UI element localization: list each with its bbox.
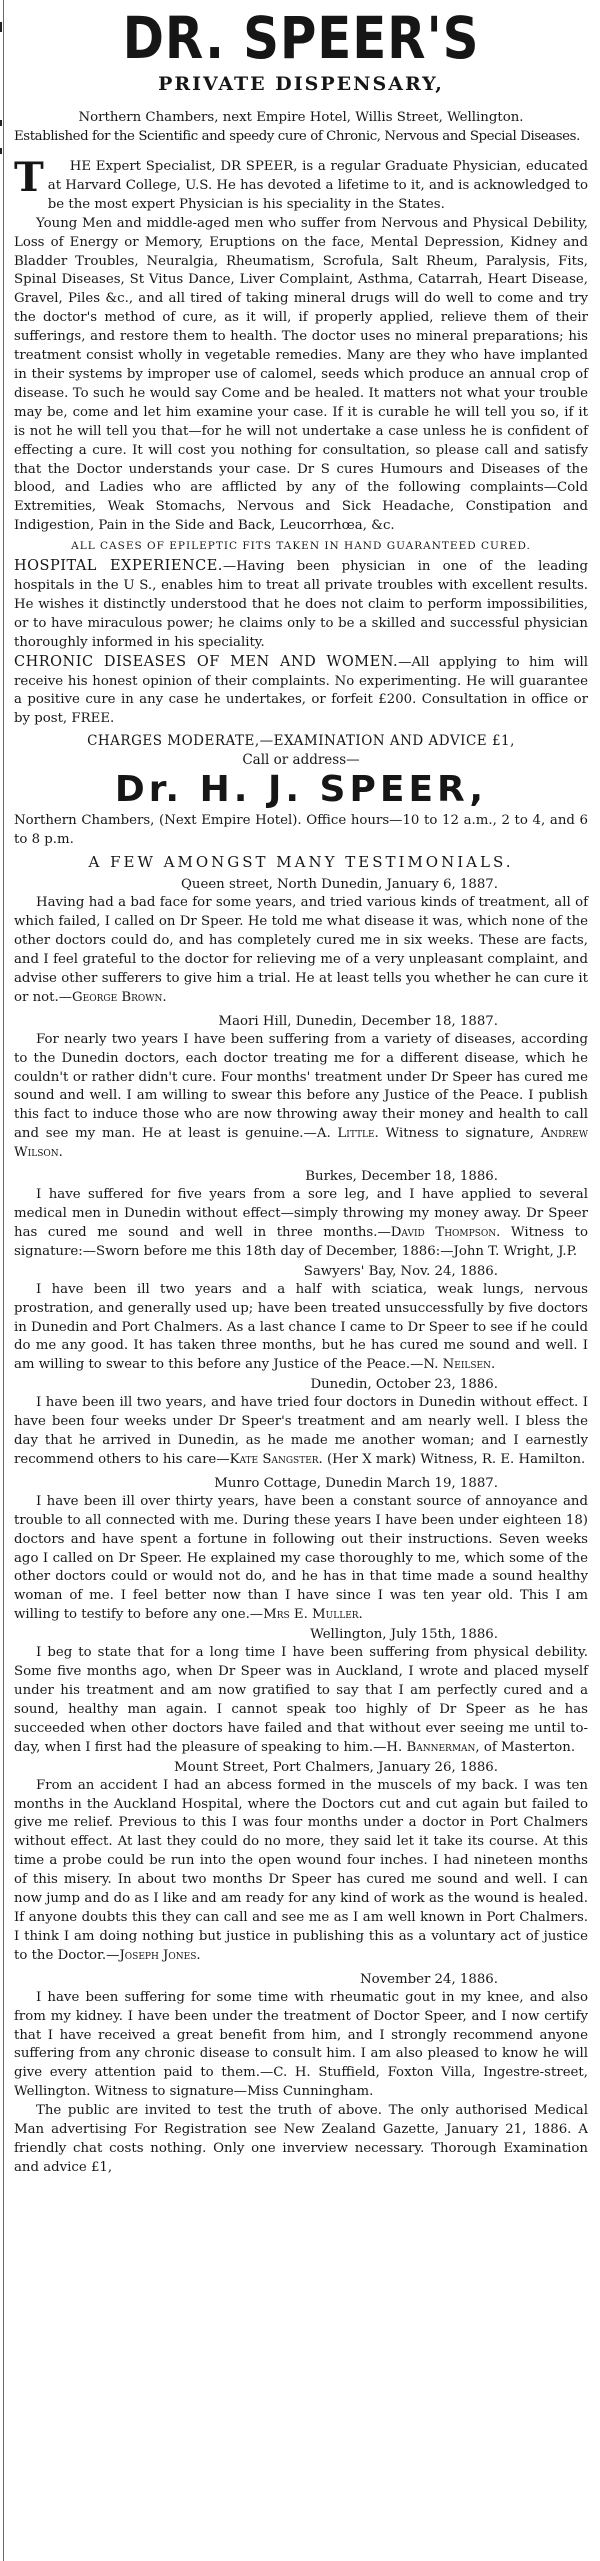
address-line: Northern Chambers, next Empire Hotel, Willis Street, Wellington. (78, 110, 524, 125)
chronic-text: —All applying to him will receive his honest opinion of their complaints. No experimenting. He will guarantee a positive cure in any case he undertakes, or forfeit £200. Consultation in office or by post, FREE. (14, 654, 588, 727)
testimonial-dateline: Maori Hill, Dunedin, December 18, 1887. (218, 1013, 498, 1029)
testimonial-body: I have been ill two years, and have tried four doctors in Dunedin without effect. I have been four weeks under Dr Speer's treatment and am nearly well. I bless the day that he arrived in Dunedin, as he made me another woman; and I earnestly recommend others to his care— (14, 1395, 588, 1467)
testimonial-body: For nearly two years I have been suffering from a variety of diseases, according to the Dunedin doctors, each doctor treating me for a different disease, which he couldn't or rather didn't cure. Four months' treatment under Dr Speer has cured me sound and well. I am willing to swear this before any Justice of the Peace. I publish this fact to induce those who are now throwing away their money and health to call and see my man. He at least is genuine.— (14, 1031, 588, 1142)
testimonial-dateline: Dunedin, October 23, 1886. (310, 1377, 498, 1393)
footer-paragraph: The public are invited to test the truth of above. The only authorised Medical Man advertising For Registration see New Zealand Gazette, January 21, 1886. A friendly chat costs nothing. Only one inverview necessary. Thorough Examination and advice £1, (14, 2103, 588, 2175)
doctor-name: Dr. H. J. SPEER, (114, 769, 488, 811)
chronic-paragraph (14, 653, 588, 730)
charges-line: CHARGES MODERATE,—EXAMINATION AND ADVICE £1, (87, 733, 515, 750)
testimonial (14, 1970, 588, 2102)
testimonial-text (14, 1644, 588, 1757)
testimonial-witness: of Masterton. (479, 1739, 576, 1755)
margin-mark (0, 120, 2, 126)
advert-subtitle: PRIVATE DISPENSARY, (158, 73, 444, 95)
testimonial-body: I beg to state that for a long time I have been suffering from physical debility. Some five months ago, when Dr Speer was in Auckland, I wrote and placed myself under his treatment and am now gratified to say that I am perfectly cured and a sound, healthy man again. I cannot speak too highly of Dr Speer as he has succeeded when other doctors have failed and that without ever seeing me until to-day, when I first had the pleasure of speaking to him.— (14, 1645, 588, 1755)
testimonial-witness: Witness to signature, (378, 1126, 541, 1142)
drop-cap: T (14, 154, 44, 201)
office-hours: Northern Chambers, (Next Empire Hotel). Office hours—10 to 12 a.m., 2 to 4, and 6 to 8 p.m. (14, 813, 588, 848)
testimonial-body: I have been ill two years and a half with sciatica, weak lungs, nervous prostration, and generally used up; have been treated unsuccessfully by five doctors in Dunedin and Port Chalmers. As a last chance I came to Dr Speer to see if he could do me any good. It has taken three months, but he has cured me sound and well. I am willing to swear to this before any Justice of the Peace.— (14, 1281, 588, 1373)
testimonial-signature: A. Little. (316, 1126, 379, 1142)
testimonial-dateline: Burkes, December 18, 1886. (305, 1169, 498, 1185)
testimonial-body: I have been suffering for some time with rheumatic gout in my knee, and also from my kidney. I have been under the treatment of Doctor Speer, and I now certify that I have received a great benefit from him, and I strongly recommend anyone suffering from any chronic disease to consult him. I am also pleased to know he will give every attention paid to them.—C. H. Stuffield, Foxton Villa, Ingestre-street, Wellington. Witness to signature—Miss Cunningham. (14, 1989, 588, 2100)
testimonial-body: I have suffered for five years from a sore leg, and I have applied to several medical men in Dunedin without effect—simply throwing my money away. Dr Speer has cured me sound and well in three months.— (14, 1187, 588, 1240)
testimonial-dateline: Wellington, July 15th, 1886. (310, 1627, 498, 1643)
margin-mark (0, 148, 2, 154)
intro-text: HE Expert Specialist, DR SPEER, is a regular Graduate Physician, educated at Harvard College, U.S. He has devoted a lifetime to it, and is acknowledged to be the most expert Physician is his speciality in the States. (47, 159, 588, 212)
testimonial-witness: Witness to signature:—Sworn before me this 18th day of December, 1886:—John T. Wright, J.P. (14, 1224, 588, 1259)
testimonial (14, 1167, 588, 1262)
testimonial-signature: David Thompson. (390, 1224, 501, 1240)
young-men-paragraph: Young Men and middle-aged men who suffer from Nervous and Physical Debility, Loss of Energy or Memory, Eruptions on the face, Mental Depression, Kidney and Bladder Troubles, Neuralgia, Rheumatism, Scrofula, Salt Rheum, Paralysis, Fits, Spinal Diseases, St Vitus Dance, Liver Complaint, Asthma, Catarrah, Heart Disease, Gravel, Piles &c., and all tired of taking mineral drugs will do well to come and try the doctor's method of cure, as it will, if properly applied, relieve them of their sufferings, and restore them to health. The doctor uses no mineral preparations; his treatment consist wholly in vegetable remedies. Many are they who have implanted in their systems by improper use of calomel, seeds which produce an annual crop of disease. To such he would say Come and be healed. It matters not what your trouble may be, come and let him examine your case. If it is curable he will tell you so, if it is not he will tell you that—for he will not undertake a case unless he is confident of effecting a cure. It will cost you nothing for consultation, so please call and satisfy that the Doctor understands your case. Dr S cures Humours and Diseases of the blood, and Ladies who are afflicted by any of the following complaints—Cold Extremities, Weak Stomachs, Nervous and Sick Headache, Constipation and Indigestion, Pain in the Side and Back, Leucorrhœa, &c. (14, 215, 588, 534)
testimonial-signature: N. Neilsen. (423, 1357, 496, 1373)
testimonial-dateline: November 24, 1886. (359, 1971, 498, 1987)
testimonial-dateline: Sawyers' Bay, Nov. 24, 1886. (303, 1263, 498, 1279)
testimonial-text (14, 894, 588, 1007)
intro-paragraph (14, 154, 588, 215)
testimonial-dateline: Mount Street, Port Chalmers, January 26, 1886. (174, 1759, 498, 1775)
testimonial (14, 1474, 588, 1625)
testimonial (14, 1758, 588, 1966)
testimonial-text (14, 1394, 588, 1470)
testimonial-text (14, 1186, 588, 1262)
call-line: Call or address— (242, 752, 360, 769)
testimonial-body: From an accident I had an abcess formed in the muscels of my back. I was ten months in the Auckland Hospital, where the Doctors cut and cut again but failed to give me relief. Previous to this I was four months under a doctor in Port Chalmers without effect. At last they could do no more, they said let it take its course. At this time a probe could be run into the open wound four inches. I had nineteen months of this misery. In about two months Dr Speer has cured me sound and well. I can now jump and do as I like and am ready for any kind of work as the wound is healed. If anyone doubts this they can call and see me as I am well known in Port Chalmers. I think I am doing nothing but justice in publishing this as a voluntary act of justice to the Doctor.— (14, 1777, 588, 1963)
witness-signature: Andrew Wilson. (14, 1126, 588, 1161)
testimonial (14, 1262, 588, 1376)
testimonial-text (14, 1989, 588, 2102)
testimonial-text (14, 1281, 588, 1376)
hospital-text: —Having been physician in one of the leading hospitals in the U S., enables him to treat all private troubles with excellent results. He wishes it distinctly understood that he does not claim to perform impossibilities, or to have miraculous power; he claims only to be a skilled and successful physician thoroughly informed in his speciality. (14, 559, 588, 650)
testimonial-signature: Joseph Jones. (119, 1947, 201, 1963)
testimonial (14, 875, 588, 1007)
testimonial (14, 1375, 588, 1470)
testimonial-text (14, 1031, 588, 1163)
testimonial-body: Having had a bad face for some years, and tried various kinds of treatment, all of which failed, I called on Dr Speer. He told me what disease it was, which none of the other doctors could do, and has completely cured me in six weeks. These are facts, and I feel grateful to the doctor for relieving me of a very unpleasant complaint, and advise other sufferers to give him a trial. He at least tells you whether he can cure it or not.— (14, 895, 588, 1005)
testimonial-dateline: Queen street, North Dunedin, January 6, 1887. (180, 877, 498, 893)
testimonial-signature: George Brown. (72, 989, 167, 1005)
testimonial-dateline: Munro Cottage, Dunedin March 19, 1887. (214, 1475, 498, 1491)
testimonial-witness: (Her X mark) Witness, R. E. Hamilton. (322, 1451, 586, 1467)
testimonial-body: I have been ill over thirty years, have been a constant source of annoyance and trouble to all connected with me. During these years I have been under eighteen 18) doctors and have spent a fortune in following out their instructions. Seven weeks ago I called on Dr Speer. He explained my case thoroughly to me, which some of the other doctors could or would not do, and he has in that time made a sound healthy woman of me. I feel better now than I have since I was ten year old. This I am willing to testify to before any one.— (14, 1493, 588, 1623)
established-line: Established for the Scientific and speedy cure of Chronic, Nervous and Special Diseases. (14, 129, 580, 144)
epileptic-guarantee: ALL CASES OF EPILEPTIC FITS TAKEN IN HAND GUARANTEED CURED. (71, 540, 531, 553)
hospital-heading: HOSPITAL EXPERIENCE. (14, 558, 223, 575)
testimonial-text (14, 1777, 588, 1966)
hospital-paragraph (14, 557, 588, 653)
testimonial-signature: H. Bannerman, (386, 1739, 480, 1755)
testimonial (14, 1625, 588, 1757)
margin-mark (0, 22, 2, 32)
chronic-heading: CHRONIC DISEASES OF MEN AND WOMEN. (14, 653, 399, 670)
testimonial-signature: Kate Sangster. (229, 1451, 323, 1467)
testimonials-heading: A FEW AMONGST MANY TESTIMONIALS. (88, 853, 514, 872)
column-rule (3, 0, 4, 2561)
testimonial-signature: Mrs E. Muller. (263, 1607, 363, 1623)
testimonial (14, 1012, 588, 1163)
advert-title: DR. SPEER'S (122, 4, 480, 72)
testimonial-text (14, 1493, 588, 1625)
